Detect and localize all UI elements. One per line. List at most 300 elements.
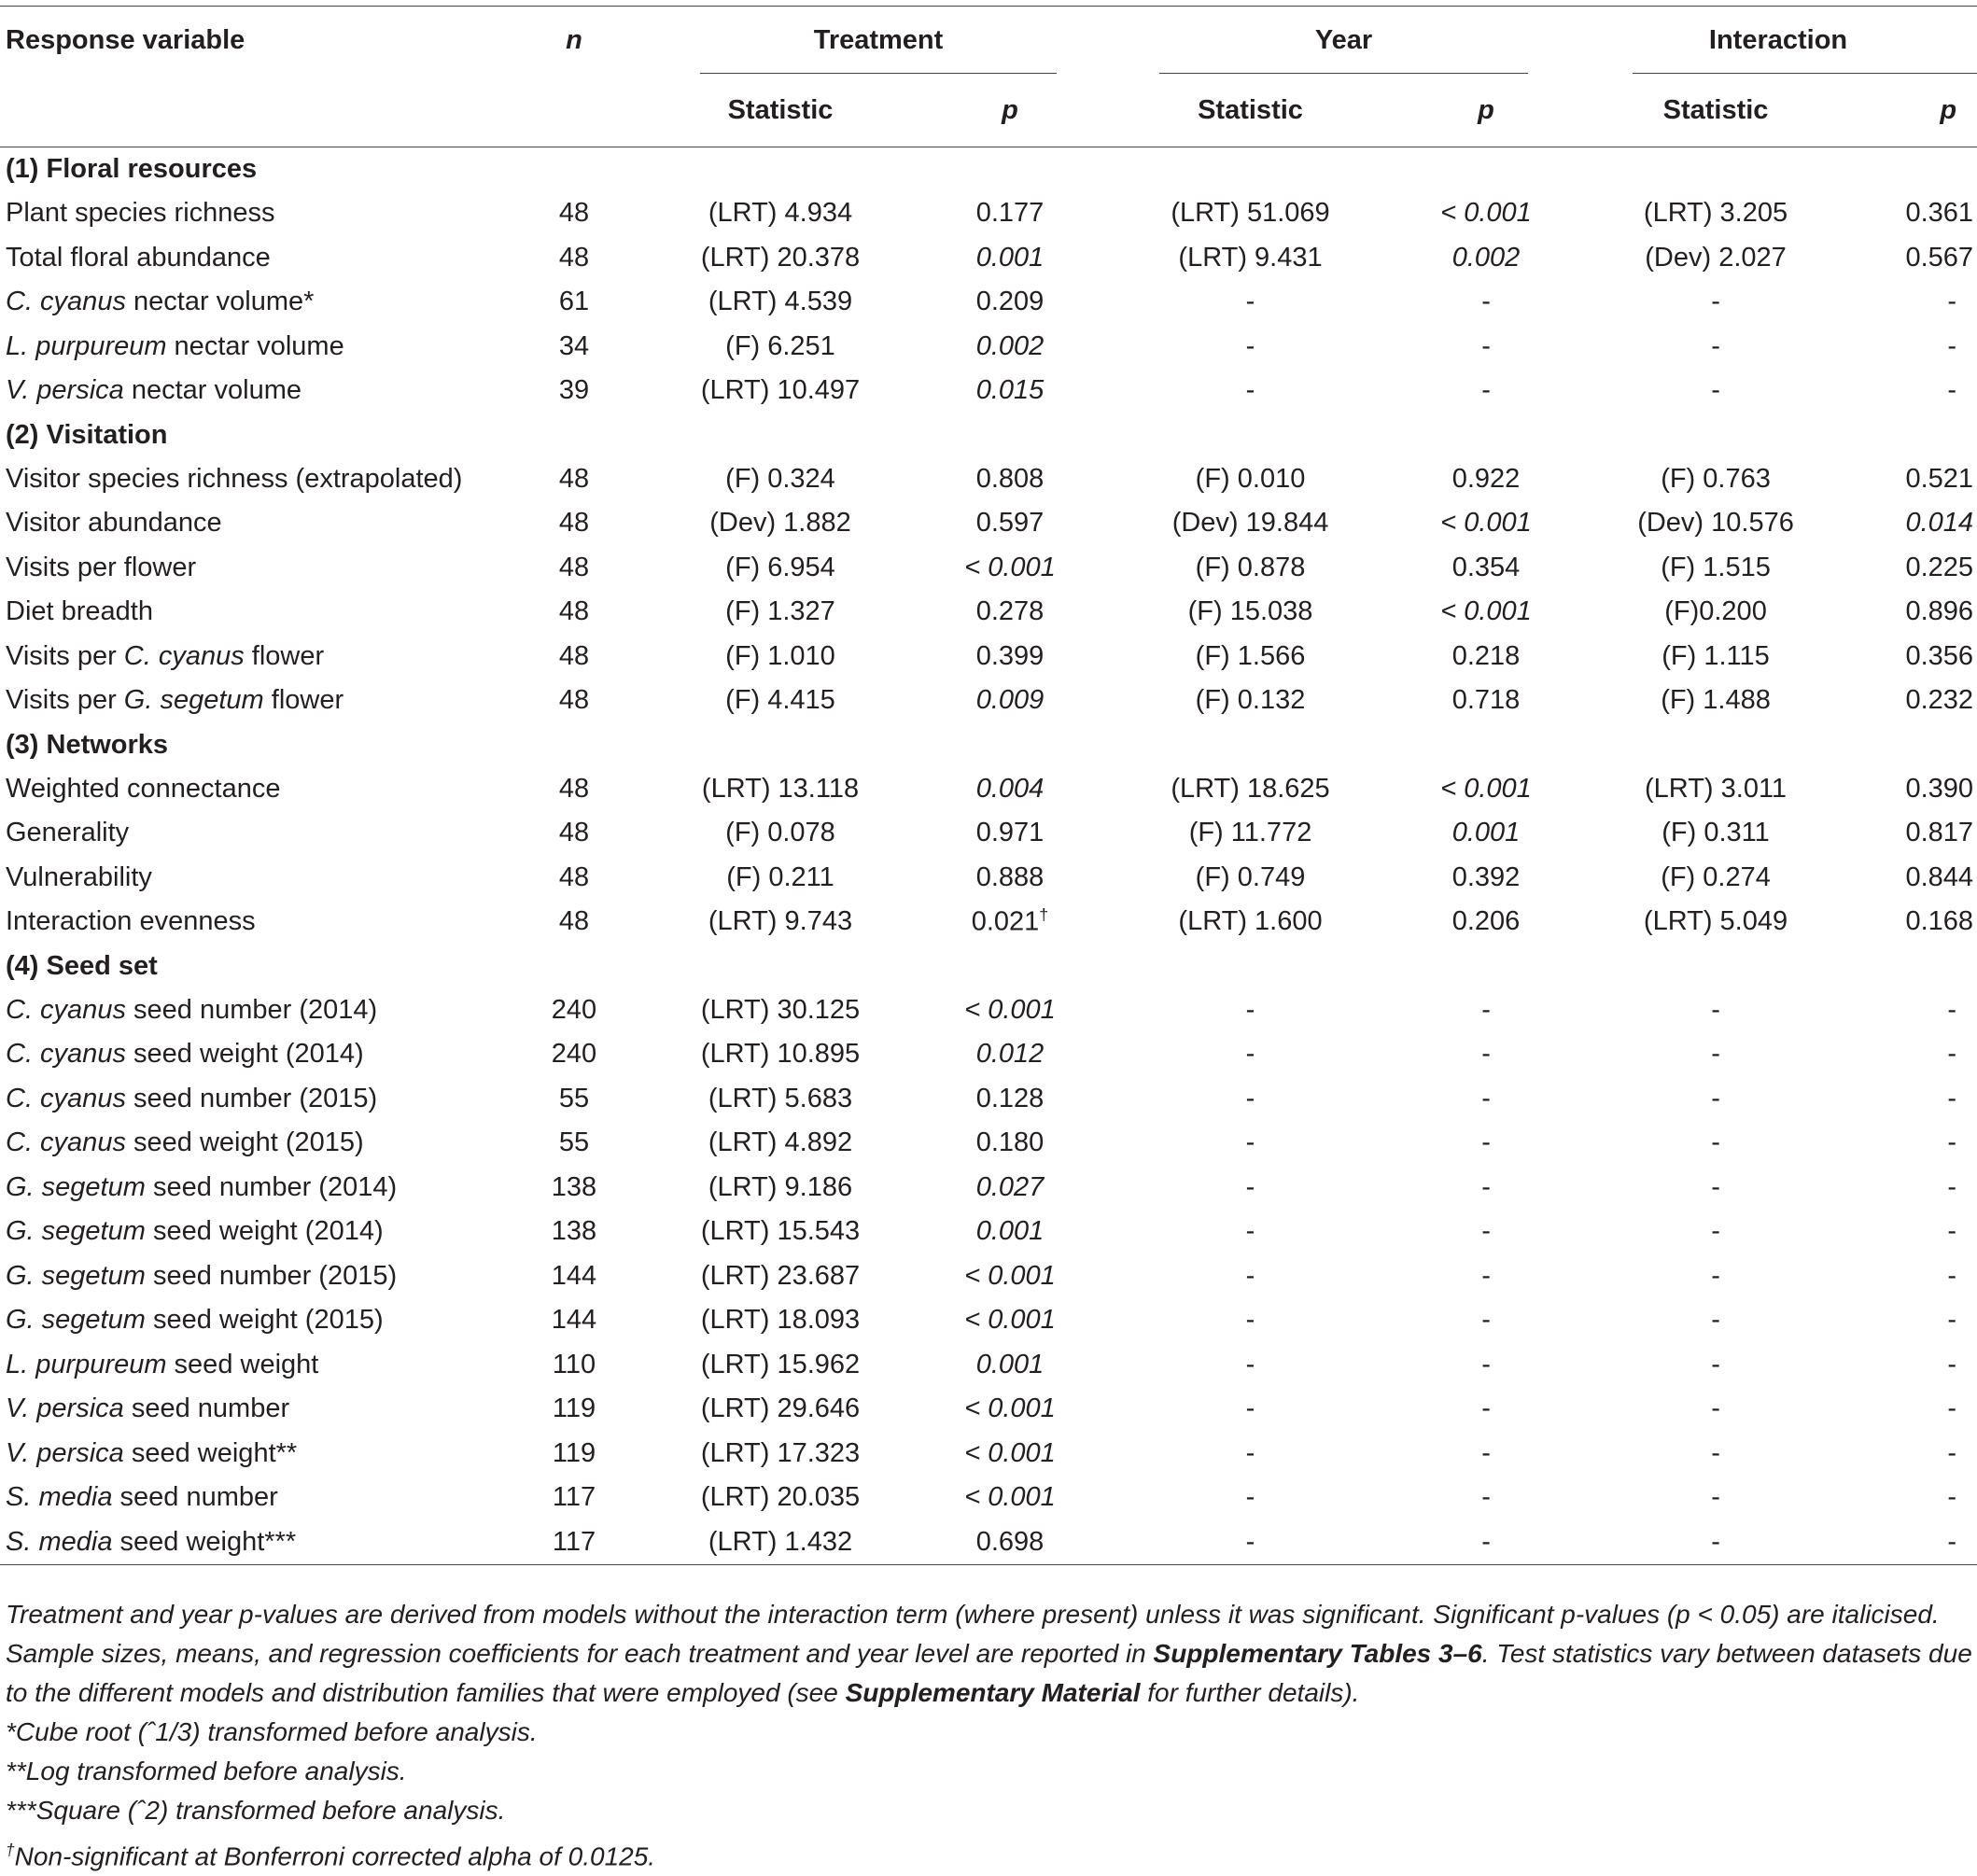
row-label [0,280,499,325]
cell-year-p: - [1481,1216,1491,1247]
row-label-suffix: Visits per flower [6,552,197,582]
cell-interaction-p: - [1947,1349,1957,1379]
row-label-species: S. media [6,1526,113,1557]
cell-interaction-statistic: - [1711,1349,1720,1379]
cell-treatment-p [912,1298,1108,1343]
p-value: 0.698 [975,1526,1045,1557]
header-group-interaction [1579,7,1977,75]
cell-year-p: - [1481,994,1491,1025]
section-title: (4) Seed set [6,950,158,981]
cell-treatment-p [912,369,1108,413]
cell-year-p: < 0.001 [1440,508,1532,539]
cell-treatment-p [912,1032,1108,1077]
cell-interaction-p: - [1947,1482,1957,1513]
cell-year-statistic: (LRT) 51.069 [1171,198,1330,229]
row-label-species: C. cyanus [6,287,126,317]
cell-year-statistic: (F) 1.566 [1195,640,1306,671]
cell-year-p: - [1481,1482,1491,1513]
row-label [0,856,499,901]
cell-interaction-p: - [1947,1260,1957,1291]
cell-treatment-p [912,767,1108,812]
row-label [0,1254,499,1299]
cell-year-p: - [1481,1393,1491,1424]
cell-year-statistic: (F) 0.010 [1195,463,1306,494]
row-label-species: C. cyanus [6,1039,126,1070]
cell-year-statistic: (F) 0.749 [1195,861,1306,892]
cell-treatment-p [912,1210,1108,1254]
cell-year-statistic: - [1245,1393,1255,1424]
cell-n: 240 [551,994,597,1025]
cell-interaction-statistic: - [1711,375,1720,406]
cell-treatment-statistic: (LRT) 17.323 [700,1437,861,1468]
table-row [0,590,1977,635]
cell-interaction-p: - [1947,994,1957,1025]
year-underline [1159,73,1528,75]
table-row [0,1432,1977,1477]
header-n: n [499,7,649,75]
cell-interaction-p: 0.390 [1905,773,1974,804]
cell-n: 48 [558,773,590,804]
cell-year-statistic: (LRT) 1.600 [1178,906,1323,937]
cell-interaction-statistic: - [1711,994,1720,1025]
p-value: < 0.001 [964,1260,1056,1291]
cell-treatment-p [912,236,1108,281]
row-label-species: V. persica [6,1393,124,1424]
cell-year-p: - [1481,1349,1491,1379]
header-treatment-label: Treatment [813,24,944,55]
cell-treatment-p [912,325,1108,370]
cell-treatment-p [912,280,1108,325]
row-label-species: L. purpureum [6,330,167,361]
p-value: 0.399 [975,640,1045,671]
row-label [0,1166,499,1211]
cell-year-p: 0.001 [1451,818,1521,848]
p-value: 0.021 [971,907,1040,938]
cell-treatment-p [912,1166,1108,1211]
table-row [0,501,1977,546]
cell-interaction-p: 0.168 [1905,906,1974,937]
cell-n: 240 [551,1039,597,1070]
row-label [0,900,499,945]
row-label [0,767,499,812]
header-treatment-statistic: Statistic [649,74,912,147]
cell-year-statistic: - [1108,1520,1393,1565]
cell-treatment-statistic: (LRT) 4.539 [708,287,853,317]
cell-interaction-p: 0.896 [1905,596,1974,627]
cell-treatment-p [912,1121,1108,1166]
row-label [0,1077,499,1122]
table-row [0,280,1977,325]
row-label-suffix: Visitor species richness (extrapolated) [6,463,463,494]
table-row [0,369,1977,413]
header-spacer [0,74,499,147]
cell-year-p: - [1481,287,1491,317]
table-row [0,679,1977,723]
cell-interaction-statistic: - [1711,1039,1720,1070]
cell-interaction-statistic: (F) 1.115 [1662,640,1770,671]
row-label-species: G. segetum [123,685,264,716]
table-row [0,1254,1977,1299]
table-body [0,147,1977,1565]
cell-interaction-statistic: (F) 0.274 [1661,861,1771,892]
table-row [0,1032,1977,1077]
p-value: < 0.001 [964,1482,1056,1513]
cell-interaction-statistic: (F)0.200 [1664,596,1767,627]
row-label [0,1520,499,1565]
cell-n: 48 [558,552,590,582]
cell-interaction-statistic: (F) 0.763 [1661,463,1771,494]
row-label-suffix: seed number (2014) [145,1171,398,1202]
cell-n: 119 [552,1437,596,1468]
section-row [0,413,1977,457]
row-label-species: G. segetum [6,1216,146,1247]
cell-year-statistic: (Dev) 19.844 [1171,508,1329,539]
row-label [0,236,499,281]
cell-interaction-statistic: - [1711,330,1720,361]
table-row [0,236,1977,281]
cell-interaction-p: - [1947,375,1957,406]
section-title: (2) Visitation [6,419,168,450]
cell-interaction-p: 0.361 [1905,198,1974,229]
table-row [0,1520,1977,1565]
cell-n: 110 [552,1349,596,1379]
cell-n: 48 [558,685,590,716]
cell-treatment-statistic: (F) 1.327 [725,596,835,627]
row-label-species: S. media [6,1482,113,1513]
cell-n: 144 [551,1260,597,1291]
row-label-suffix: Weighted connectance [6,773,281,804]
cell-treatment-statistic: (F) 0.324 [725,463,835,494]
table-row [0,1476,1977,1520]
cell-interaction-p: - [1947,1127,1957,1158]
header-interaction-label: Interaction [1708,24,1848,55]
row-label [0,369,499,413]
cell-year-statistic: - [1245,375,1255,406]
header-response-variable: Response variable [0,7,499,75]
cell-year-statistic: - [1245,1127,1255,1158]
header-group-treatment [649,7,1108,75]
p-value: < 0.001 [964,552,1056,582]
cell-n: 138 [551,1171,597,1202]
cell-treatment-statistic: (LRT) 10.497 [700,375,861,406]
cell-interaction-p: - [1947,1083,1957,1113]
cell-year-p: - [1481,375,1491,406]
row-label-suffix: nectar volume [123,375,301,406]
cell-n: 117 [499,1520,649,1565]
row-label-suffix: seed weight (2015) [125,1127,364,1158]
row-label-suffix: Interaction evenness [6,906,256,937]
row-label [0,457,499,502]
cell-year-statistic: - [1245,1083,1255,1113]
header-spacer [499,74,649,147]
row-label [0,590,499,635]
p-value: 0.180 [975,1127,1045,1158]
row-label-suffix: seed weight [166,1349,319,1379]
row-label-species: L. purpureum [6,1349,167,1379]
cell-n: 48 [558,596,590,627]
cell-year-p: < 0.001 [1440,198,1532,229]
section-title: (3) Networks [6,729,169,760]
cell-interaction-statistic: - [1711,1127,1720,1158]
cell-treatment-p [912,1077,1108,1122]
row-label [0,679,499,723]
cell-interaction-statistic: (LRT) 5.049 [1643,906,1788,937]
row-label [0,191,499,236]
row-label-suffix: flower [263,685,344,716]
row-label [0,1210,499,1254]
section-title: (1) Floral resources [6,154,258,184]
table-row [0,1166,1977,1211]
cell-interaction-statistic: - [1711,1305,1720,1336]
row-label [0,1121,499,1166]
cell-year-statistic: (LRT) 9.431 [1178,242,1323,273]
cell-n: 61 [558,287,590,317]
cell-n: 138 [551,1216,597,1247]
table-row [0,191,1977,236]
cell-interaction-p: 0.232 [1905,685,1974,716]
table-row [0,856,1977,901]
cell-interaction-statistic: (LRT) 3.205 [1643,198,1788,229]
cell-interaction-p: 0.521 [1905,463,1974,494]
cell-year-p: - [1481,1305,1491,1336]
p-value: 0.002 [975,330,1045,361]
row-label-species: V. persica [6,1437,124,1468]
cell-treatment-statistic: (LRT) 4.892 [708,1127,853,1158]
header-interaction-p: p [1852,74,1977,147]
p-value: 0.001 [975,242,1045,273]
cell-interaction-p: - [1852,1520,1977,1565]
cell-year-statistic: - [1245,1039,1255,1070]
row-label-suffix: seed weight** [123,1437,298,1468]
table-header [0,7,1977,147]
row-label [0,1387,499,1432]
row-label [0,1432,499,1477]
cell-n: 117 [552,1482,596,1513]
row-label [0,1032,499,1077]
p-value: 0.177 [975,198,1045,229]
row-label-prefix: Visits per [6,640,124,671]
cell-treatment-statistic: (F) 0.211 [726,861,834,892]
cell-treatment-statistic: (LRT) 20.378 [700,242,861,273]
cell-interaction-p: 0.844 [1905,861,1974,892]
cell-interaction-p: 0.817 [1905,818,1974,848]
footnote-square: ***Square (ˆ2) transformed before analysis. [6,1796,506,1825]
cell-year-statistic: - [1245,994,1255,1025]
p-value: 0.808 [975,463,1045,494]
cell-year-statistic: (F) 11.772 [1188,818,1312,848]
cell-treatment-statistic: (F) 0.078 [725,818,835,848]
cell-interaction-statistic: (F) 0.311 [1662,818,1770,848]
cell-year-statistic: - [1245,1482,1255,1513]
cell-year-p: 0.002 [1451,242,1521,273]
footnote-dagger: †Non-significant at Bonferroni corrected alpha of 0.0125. [6,1841,656,1871]
cell-year-p: - [1481,1083,1491,1113]
section-row [0,723,1977,767]
cell-treatment-statistic: (LRT) 5.683 [708,1083,853,1113]
cell-interaction-p: - [1947,287,1957,317]
cell-treatment-p [912,1387,1108,1432]
cell-interaction-p: - [1947,1039,1957,1070]
row-label-prefix: Visits per [6,685,124,716]
supplementary-material-link[interactable]: Supplementary Material [845,1678,1141,1707]
cell-interaction-statistic: - [1711,1482,1720,1513]
row-label-species: C. cyanus [123,640,245,671]
cell-treatment-statistic: (LRT) 4.934 [708,198,853,229]
section-row [0,945,1977,988]
cell-year-statistic: (LRT) 18.625 [1171,773,1330,804]
cell-treatment-p [912,856,1108,901]
cell-treatment-p [912,501,1108,546]
cell-year-p: < 0.001 [1440,773,1532,804]
p-value: 0.888 [975,861,1045,892]
p-value: 0.001 [975,1349,1045,1379]
cell-interaction-p: - [1947,1437,1957,1468]
p-value: 0.012 [975,1039,1045,1070]
cell-interaction-statistic: (Dev) 10.576 [1637,508,1794,539]
table-row [0,767,1977,812]
cell-interaction-p: 0.567 [1905,242,1974,273]
p-value: 0.128 [975,1083,1045,1113]
header-year-label: Year [1314,24,1373,55]
row-label-species: C. cyanus [6,994,126,1025]
cell-treatment-statistic: (F) 6.954 [725,552,835,582]
row-label-species: G. segetum [6,1260,146,1291]
cell-interaction-statistic: - [1711,1171,1720,1202]
row-label-suffix: seed weight (2014) [145,1216,384,1247]
cell-treatment-statistic: (LRT) 1.432 [649,1520,912,1565]
cell-treatment-p [912,679,1108,723]
cell-n: 48 [558,463,590,494]
cell-treatment-p [912,1254,1108,1299]
cell-treatment-statistic: (LRT) 9.743 [708,906,853,937]
row-label-suffix: seed weight (2014) [125,1039,364,1070]
cell-interaction-p: 0.356 [1905,640,1974,671]
section-row [0,147,1977,192]
cell-treatment-statistic: (LRT) 9.186 [708,1171,853,1202]
row-label [0,635,499,679]
cell-treatment-statistic: (LRT) 13.118 [701,773,860,804]
cell-treatment-statistic: (F) 4.415 [725,685,835,716]
results-table [0,6,1977,1565]
cell-treatment-p [912,1343,1108,1388]
row-label-suffix: seed number (2015) [125,1083,378,1113]
supplementary-tables-link[interactable]: Supplementary Tables 3–6 [1153,1639,1482,1668]
row-label-suffix: nectar volume [166,330,344,361]
footnote-main: Treatment and year p-values are derived from models without the interaction term (where present) unless it was significant. Significant p-values (p < 0.05) are italicised. Sample sizes, means, and regression coefficients for each treatment and year level are reported in Supplementary Tables 3–6. Test statistics vary between datasets due to the different models and distribution families that were employed (see Supplementary Material for further details). [6,1600,1972,1707]
table-row [0,457,1977,502]
cell-treatment-p [912,900,1108,945]
row-label-suffix: Visitor abundance [6,508,222,539]
cell-treatment-statistic: (LRT) 15.962 [700,1349,861,1379]
cell-n: 48 [558,818,590,848]
cell-n: 48 [558,861,590,892]
cell-year-statistic: - [1245,1171,1255,1202]
cell-year-p: 0.392 [1451,861,1521,892]
cell-interaction-statistic: - [1711,1260,1720,1291]
row-label-suffix: Vulnerability [6,861,152,892]
cell-interaction-statistic: (F) 1.488 [1661,685,1771,716]
row-label-species: G. segetum [6,1171,146,1202]
cell-interaction-statistic: (Dev) 2.027 [1645,242,1787,273]
cell-interaction-p: - [1947,1305,1957,1336]
cell-treatment-p [912,546,1108,591]
cell-treatment-p [912,635,1108,679]
cell-interaction-statistic: - [1711,1393,1720,1424]
cell-n: 119 [552,1393,596,1424]
cell-treatment-p [912,191,1108,236]
header-year-statistic: Statistic [1108,74,1393,147]
row-label-species: G. segetum [6,1305,146,1336]
cell-n: 39 [558,375,590,406]
cell-interaction-p: 0.225 [1905,552,1974,582]
cell-year-p: 0.206 [1451,906,1521,937]
cell-n: 48 [558,242,590,273]
cell-interaction-statistic: - [1579,1520,1852,1565]
row-label-suffix: seed number (2014) [125,994,378,1025]
cell-n: 48 [558,198,590,229]
treatment-underline [700,73,1057,75]
interaction-underline [1633,73,1977,75]
cell-treatment-p [912,1432,1108,1477]
row-label [0,546,499,591]
cell-interaction-statistic: (F) 1.515 [1661,552,1771,582]
p-value: 0.001 [975,1216,1045,1247]
cell-treatment-p [912,590,1108,635]
p-value: 0.278 [975,596,1045,627]
row-label-species: V. persica [6,375,124,406]
cell-interaction-statistic: - [1711,287,1720,317]
row-label-suffix: Total floral abundance [6,242,271,273]
cell-n: 48 [558,640,590,671]
cell-interaction-p: - [1947,1216,1957,1247]
table-row [0,1387,1977,1432]
p-value: 0.209 [975,287,1045,317]
row-label-suffix: Diet breadth [6,596,153,627]
row-label-suffix: Plant species richness [6,198,275,229]
row-label [0,325,499,370]
row-label-suffix: seed number [112,1482,278,1513]
cell-n: 48 [558,508,590,539]
row-label [0,1343,499,1388]
cell-treatment-statistic: (LRT) 18.093 [700,1305,861,1336]
cell-year-p: - [1481,1127,1491,1158]
p-value: < 0.001 [964,1437,1056,1468]
footnote-cube-root: *Cube root (ˆ1/3) transformed before analysis. [6,1717,538,1746]
p-value: 0.009 [975,685,1045,716]
cell-interaction-statistic: - [1711,1437,1720,1468]
cell-interaction-p: - [1947,1171,1957,1202]
table-row [0,635,1977,679]
cell-interaction-statistic: (LRT) 3.011 [1645,773,1788,804]
cell-year-p: 0.922 [1451,463,1521,494]
cell-n: 55 [558,1083,590,1113]
cell-year-statistic: - [1245,1216,1255,1247]
row-label-species: C. cyanus [6,1083,126,1113]
cell-year-statistic: (F) 0.878 [1195,552,1306,582]
p-value: 0.971 [975,818,1045,848]
row-label [0,501,499,546]
cell-treatment-statistic: (LRT) 20.035 [700,1482,861,1513]
header-treatment-p: p [912,74,1108,147]
table-row [0,811,1977,856]
p-value: < 0.001 [964,1393,1056,1424]
table-row [0,325,1977,370]
p-value: 0.015 [975,375,1045,406]
table-row [0,1343,1977,1388]
row-label-suffix: flower [244,640,325,671]
cell-year-p: 0.718 [1451,685,1521,716]
header-year-p: p [1393,74,1579,147]
